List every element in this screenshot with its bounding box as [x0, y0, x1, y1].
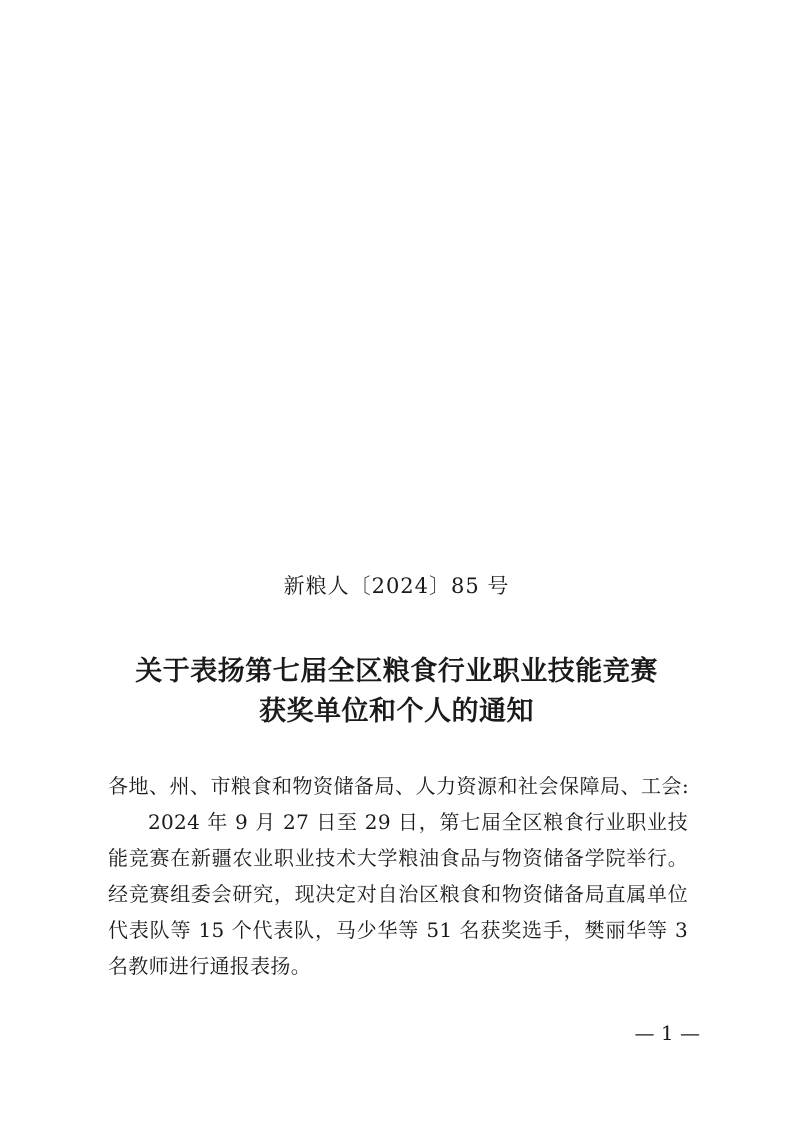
salutation: 各地、州、市粮食和物资储备局、人力资源和社会保障局、工会: — [108, 774, 690, 798]
title-line-2: 获奖单位和个人的通知 — [259, 696, 534, 727]
title-line-1: 关于表扬第七届全区粮食行业职业技能竞赛 — [135, 656, 658, 687]
document-number: 新粮人〔2024〕85 号 — [283, 574, 510, 598]
document-title — [0, 652, 793, 732]
document-body — [108, 768, 688, 984]
body-paragraph: 2024 年 9 月 27 日至 29 日，第七届全区粮食行业职业技能竞赛在新疆农业职业技术大学粮油食品与物资储备学院举行。经竞赛组委会研究，现决定对自治区粮食和物资储备局直属单位代表队等 15 个代表队，马少华等 51 名获奖选手，樊丽华等 3 名教师进行通报表扬。 — [108, 810, 688, 978]
page-number: — 1 — — [634, 1021, 700, 1045]
